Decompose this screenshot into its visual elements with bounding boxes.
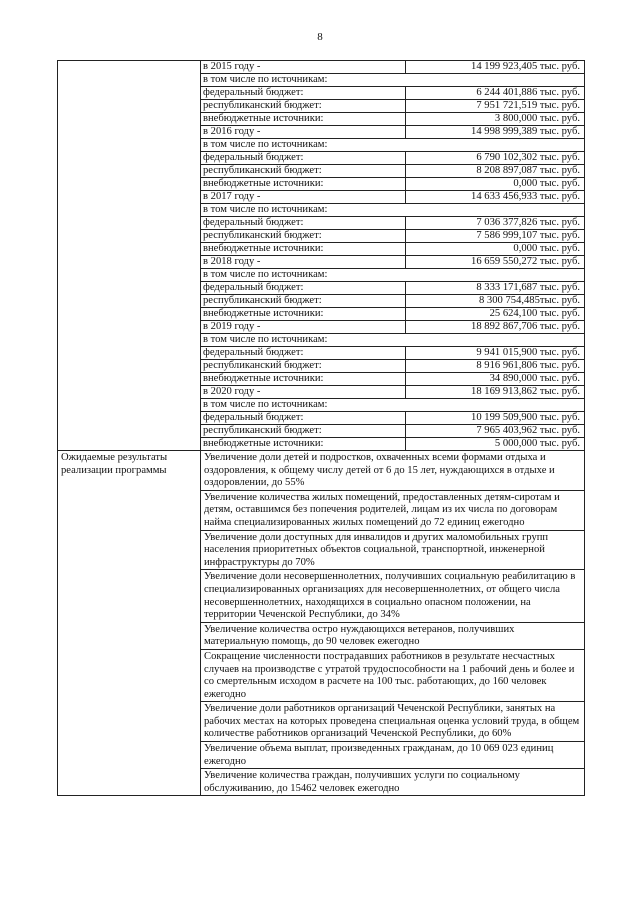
- result-item: Увеличение доли доступных для инвалидов и других маломобильных групп населения приоритетных объектов социальной, транспортной, инженерной инфраструктуры до 70%: [201, 530, 585, 570]
- funding-subheader: в том числе по источникам:: [201, 204, 585, 217]
- results-label: Ожидаемые результаты реализации программы: [58, 451, 201, 796]
- funding-value: 14 998 999,389 тыс. руб.: [406, 126, 585, 139]
- funding-value: 34 890,000 тыс. руб.: [406, 373, 585, 386]
- funding-label: республиканский бюджет:: [201, 295, 406, 308]
- funding-label: внебюджетные источники:: [201, 113, 406, 126]
- funding-value: 10 199 509,900 тыс. руб.: [406, 412, 585, 425]
- funding-subheader: в том числе по источникам:: [201, 399, 585, 412]
- funding-label: республиканский бюджет:: [201, 100, 406, 113]
- funding-value: 6 244 401,886 тыс. руб.: [406, 87, 585, 100]
- funding-label: республиканский бюджет:: [201, 360, 406, 373]
- funding-value: 8 916 961,806 тыс. руб.: [406, 360, 585, 373]
- page-number: 8: [317, 31, 323, 43]
- funding-value: 0,000 тыс. руб.: [406, 243, 585, 256]
- result-item: Увеличение доли работников организаций Чеченской Республики, занятых на рабочих местах на которых проведена специальная оценка условий труда, в общем количестве работников организаций Чеченской Республики, до 60%: [201, 702, 585, 742]
- funding-value: 7 586 999,107 тыс. руб.: [406, 230, 585, 243]
- funding-value: 14 199 923,405 тыс. руб.: [406, 61, 585, 74]
- funding-label: федеральный бюджет:: [201, 217, 406, 230]
- funding-value: 8 208 897,087 тыс. руб.: [406, 165, 585, 178]
- result-row: [58, 451, 585, 491]
- funding-subheader: в том числе по источникам:: [201, 334, 585, 347]
- funding-value: 6 790 102,302 тыс. руб.: [406, 152, 585, 165]
- funding-label: внебюджетные источники:: [201, 243, 406, 256]
- result-item: Увеличение количества граждан, получивших услуги по социальному обслуживанию, до 15462 человек ежегодно: [201, 769, 585, 796]
- funding-value: 8 333 171,687 тыс. руб.: [406, 282, 585, 295]
- funding-value: 8 300 754,485тыс. руб.: [406, 295, 585, 308]
- funding-value: 7 965 403,962 тыс. руб.: [406, 425, 585, 438]
- result-item: Увеличение количества жилых помещений, предоставленных детям-сиротам и детям, оставшимся без попечения родителей, лицам из их числа по договорам найма специализированных жилых помещений до 72 единиц ежегодно: [201, 490, 585, 530]
- result-item: Увеличение количества остро нуждающихся ветеранов, получивших материальную помощь, до 90 человек ежегодно: [201, 622, 585, 649]
- funding-value: 18 169 913,862 тыс. руб.: [406, 386, 585, 399]
- funding-label: федеральный бюджет:: [201, 282, 406, 295]
- funding-label: федеральный бюджет:: [201, 152, 406, 165]
- funding-value: 18 892 867,706 тыс. руб.: [406, 321, 585, 334]
- funding-label: в 2019 году -: [201, 321, 406, 334]
- funding-value: 5 000,000 тыс. руб.: [406, 438, 585, 451]
- funding-label: федеральный бюджет:: [201, 412, 406, 425]
- funding-value: 14 633 456,933 тыс. руб.: [406, 191, 585, 204]
- funding-subheader: в том числе по источникам:: [201, 139, 585, 152]
- result-item: Увеличение объема выплат, произведенных гражданам, до 10 069 023 единиц ежегодно: [201, 742, 585, 769]
- funding-label: в 2015 году -: [201, 61, 406, 74]
- funding-left-cell: [58, 61, 201, 451]
- funding-label: республиканский бюджет:: [201, 230, 406, 243]
- funding-row: [58, 61, 585, 74]
- funding-table: [57, 60, 585, 796]
- result-item: Сокращение численности пострадавших работников в результате несчастных случаев на производстве с утратой трудоспособности на 1 рабочий день и более и со смертельным исходом в расчете на 100 тыс. работающих, до 160 человек ежегодно: [201, 649, 585, 701]
- funding-label: в 2017 году -: [201, 191, 406, 204]
- funding-value: 3 800,000 тыс. руб.: [406, 113, 585, 126]
- funding-label: в 2018 году -: [201, 256, 406, 269]
- funding-value: 7 951 721,519 тыс. руб.: [406, 100, 585, 113]
- funding-value: 0,000 тыс. руб.: [406, 178, 585, 191]
- funding-label: республиканский бюджет:: [201, 425, 406, 438]
- funding-value: 9 941 015,900 тыс. руб.: [406, 347, 585, 360]
- funding-label: федеральный бюджет:: [201, 87, 406, 100]
- funding-subheader: в том числе по источникам:: [201, 269, 585, 282]
- funding-label: внебюджетные источники:: [201, 438, 406, 451]
- funding-label: внебюджетные источники:: [201, 178, 406, 191]
- funding-value: 25 624,100 тыс. руб.: [406, 308, 585, 321]
- funding-subheader: в том числе по источникам:: [201, 74, 585, 87]
- funding-value: 16 659 550,272 тыс. руб.: [406, 256, 585, 269]
- funding-label: в 2016 году -: [201, 126, 406, 139]
- result-item: Увеличение доли несовершеннолетних, получивших социальную реабилитацию в специализированных организациях для несовершеннолетних, от общего числа несовершеннолетних, находящихся в социально опасном положении, на территории Чеченской Республики, до 34%: [201, 570, 585, 622]
- result-item: Увеличение доли детей и подростков, охваченных всеми формами отдыха и оздоровления, к общему числу детей от 6 до 15 лет, нуждающихся в отдыхе и оздоровлении, до 55%: [201, 451, 585, 491]
- funding-label: республиканский бюджет:: [201, 165, 406, 178]
- funding-label: федеральный бюджет:: [201, 347, 406, 360]
- funding-label: внебюджетные источники:: [201, 308, 406, 321]
- funding-label: внебюджетные источники:: [201, 373, 406, 386]
- funding-label: в 2020 году -: [201, 386, 406, 399]
- funding-value: 7 036 377,826 тыс. руб.: [406, 217, 585, 230]
